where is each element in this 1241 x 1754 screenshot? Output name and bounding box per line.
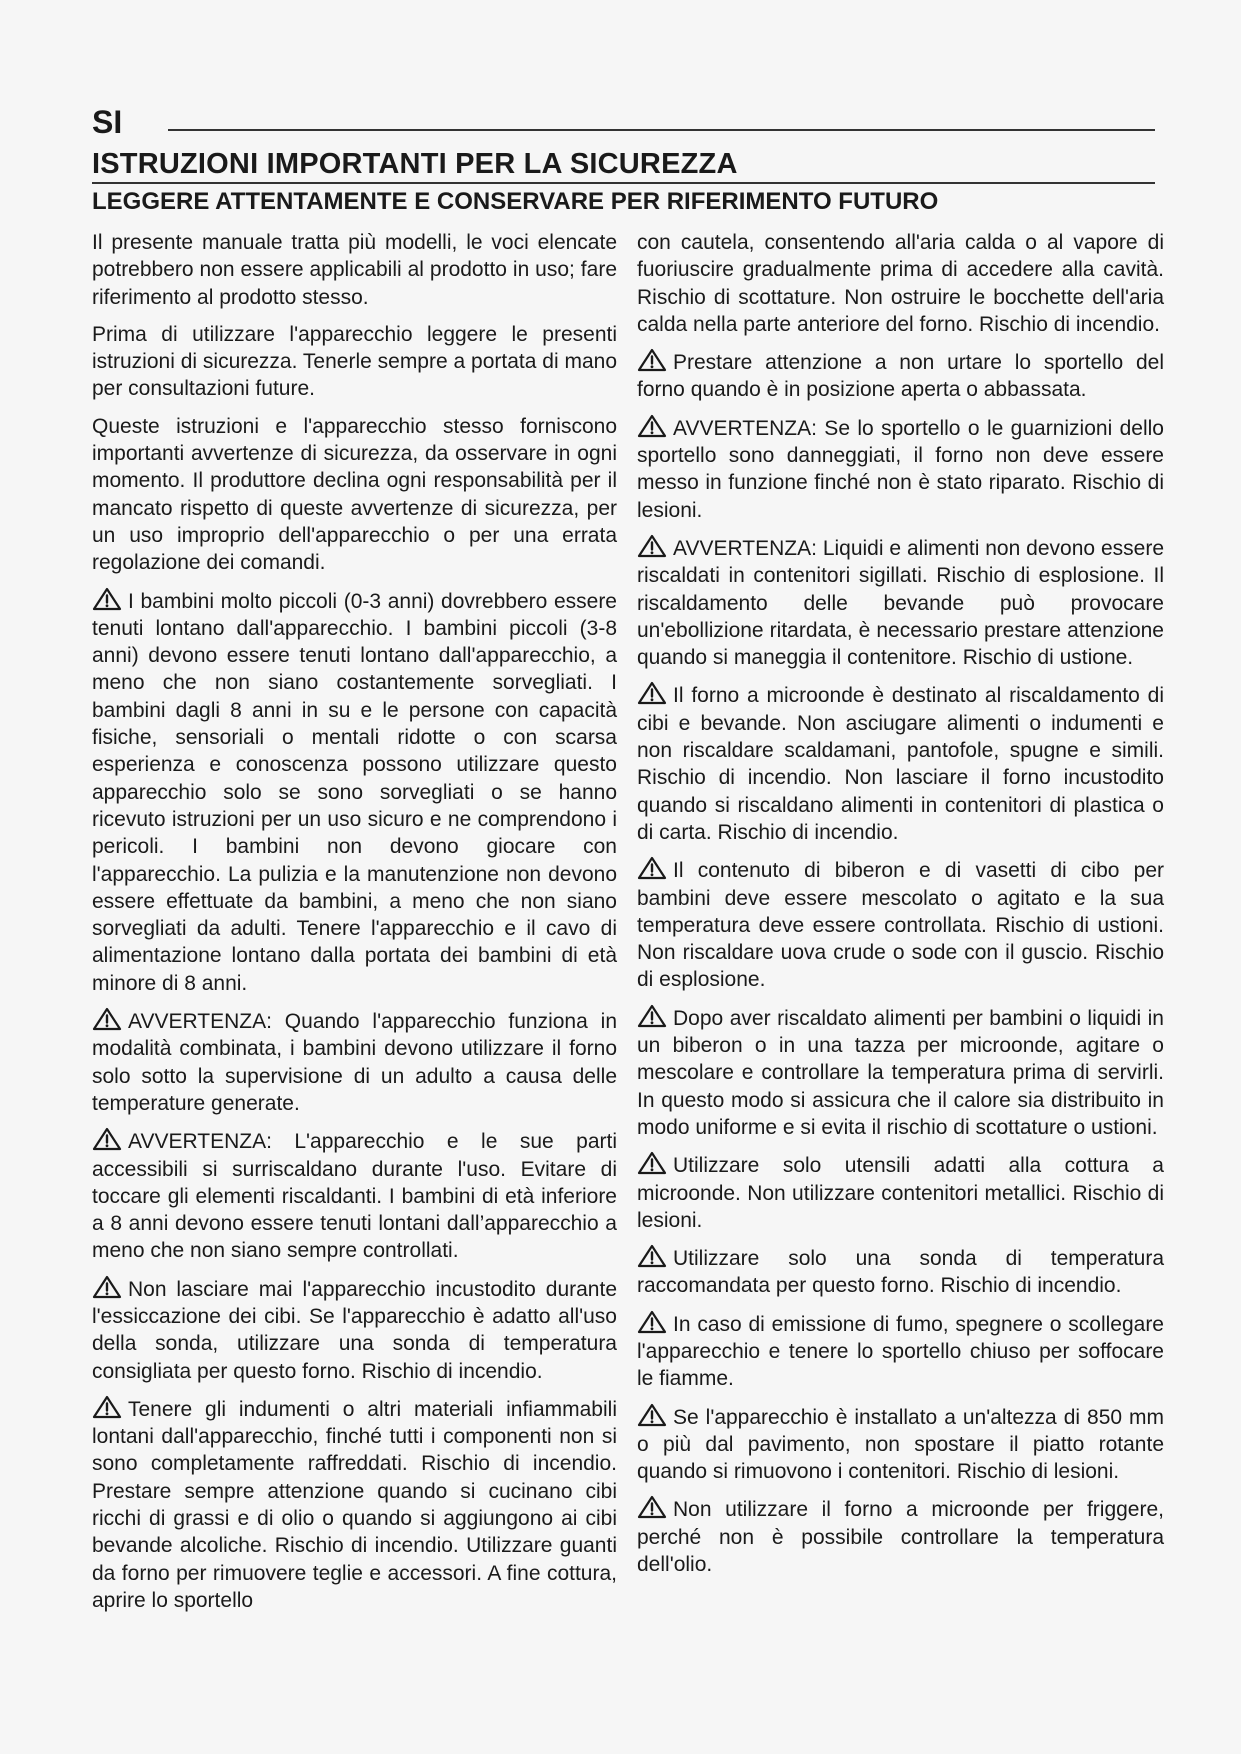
- paragraph-text: Prestare attenzione a non urtare lo sportello del forno quando è in posizione aperta o abbassata.: [637, 351, 1164, 402]
- paragraph: [637, 229, 1164, 338]
- paragraph-text: I bambini molto piccoli (0-3 anni) dovrebbero essere tenuti lontano dall'apparecchio. I bambini piccoli (3-8 anni) devono essere tenuti lontano dall'apparecchio, a meno che non siano costantemente sorvegliati. I bambini dagli 8 anni in su e le persone con capacità fisiche, sensoriali o mentali ridotte o con scarsa esperienza e conoscenza possono utilizzare questo apparecchio solo se sono sorvegliati o se hanno ricevuto istruzioni per un uso sicuro e ne comprendono i pericoli. I bambini non devono giocare con l'apparecchio. La pulizia e la manutenzione non devono essere effettuate da bambini, a meno che non siano sorvegliati da adulti. Tenere l'apparecchio e il cavo di alimentazione lontano dalla portata dei bambini di età minore di 8 anni.: [92, 589, 617, 995]
- paragraph-text: In caso di emissione di fumo, spegnere o scollegare l'apparecchio e tenere lo sportello chiuso per soffocare le fiamme.: [637, 1312, 1164, 1391]
- warning-paragraph: [92, 1007, 617, 1117]
- warning-triangle-icon: [637, 1403, 667, 1427]
- warning-paragraph: [92, 1395, 617, 1614]
- paragraph-text: Il presente manuale tratta più modelli, le voci elencate potrebbero non essere applicabili al prodotto in uso; fare riferimento al prodotto stesso.: [92, 231, 617, 309]
- warning-paragraph: [637, 414, 1164, 524]
- paragraph: [92, 229, 617, 311]
- paragraph-text: Il contenuto di biberon e di vasetti di cibo per bambini deve essere mescolato o agitato e la sua temperatura deve essere controllata. Rischio di ustioni. Non riscaldare uova crude o sode con il guscio. Rischio di esplosione.: [637, 859, 1164, 992]
- paragraph-text: Tenere gli indumenti o altri materiali infiammabili lontani dall'apparecchio, finché tutti i componenti non si sono completamente raffreddati. Rischio di incendio. Prestare sempre attenzione quando si cucinano cibi ricchi di grassi e di olio o quando si aggiungono ai cibi bevande alcoliche. Rischio di incendio. Utilizzare guanti da forno per rimuovere teglie e accessori. A fine cottura, aprire lo sportello: [92, 1397, 617, 1612]
- warning-paragraph: [637, 1151, 1164, 1234]
- warning-triangle-icon: [92, 1127, 122, 1151]
- warning-paragraph: [92, 1275, 617, 1385]
- warning-triangle-icon: [92, 1395, 122, 1419]
- warning-triangle-icon: [637, 1004, 667, 1028]
- paragraph-text: con cautela, consentendo all'aria calda o al vapore di fuoriuscire gradualmente prima di accedere alla cavità. Rischio di scottature. Non ostruire le bocchette dell'aria calda nella parte anteriore del forno. Rischio di incendio.: [637, 231, 1164, 336]
- paragraph-text: AVVERTENZA: Liquidi e alimenti non devono essere riscaldati in contenitori sigillati. Rischio di esplosione. Il riscaldamento delle bevande può provocare un'ebollizione ritardata, è necessario prestare attenzione quando si maneggia il contenitore. Rischio di ustione.: [637, 536, 1164, 670]
- warning-paragraph: [637, 1310, 1164, 1393]
- paragraph: [92, 413, 617, 577]
- right-column: [637, 229, 1164, 1588]
- warning-paragraph: [637, 534, 1164, 671]
- warning-paragraph: [637, 348, 1164, 404]
- warning-triangle-icon: [637, 348, 667, 372]
- language-code: SI: [92, 104, 123, 140]
- paragraph-text: Il forno a microonde è destinato al riscaldamento di cibi e bevande. Non asciugare alimenti o indumenti e non riscaldare scaldamani, pantofole, spugne e simili. Rischio di incendio. Non lasciare il forno incustodito quando si riscaldano alimenti in contenitori di plastica o di carta. Rischio di incendio.: [637, 684, 1164, 844]
- left-column: [92, 229, 617, 1624]
- paragraph-text: AVVERTENZA: L'apparecchio e le sue parti accessibili si surriscaldano durante l'uso. Evitare di toccare gli elementi riscaldanti. I bambini di età inferiore a 8 anni devono essere tenuti lontani dall’apparecchio a meno che non siano sempre controllati.: [92, 1130, 617, 1263]
- warning-paragraph: [637, 1495, 1164, 1578]
- title-divider: [92, 182, 1155, 184]
- warning-triangle-icon: [637, 856, 667, 880]
- warning-triangle-icon: [92, 1007, 122, 1031]
- paragraph-text: AVVERTENZA: Se lo sportello o le guarnizioni dello sportello sono danneggiati, il forno non deve essere messo in funzione finché non è stato riparato. Rischio di lesioni.: [637, 416, 1164, 522]
- warning-paragraph: [637, 1004, 1164, 1141]
- paragraph-text: Prima di utilizzare l'apparecchio leggere le presenti istruzioni di sicurezza. Tenerle sempre a portata di mano per consultazioni future.: [92, 322, 617, 401]
- page-title: ISTRUZIONI IMPORTANTI PER LA SICUREZZA: [92, 148, 738, 180]
- warning-triangle-icon: [637, 1244, 667, 1268]
- warning-paragraph: [92, 1127, 617, 1264]
- paragraph-text: Queste istruzioni e l'apparecchio stesso forniscono importanti avvertenze di sicurezza, da osservare in ogni momento. Il produttore declina ogni responsabilità per il mancato rispetto di queste avvertenze di sicurezza, per un uso improprio dell'apparecchio o per una errata regolazione dei comandi.: [92, 414, 617, 575]
- warning-paragraph: [637, 681, 1164, 846]
- warning-paragraph: [637, 856, 1164, 993]
- warning-paragraph: [637, 1403, 1164, 1486]
- paragraph-text: Se l'apparecchio è installato a un'altezza di 850 mm o più dal pavimento, non spostare il piatto rotante quando si rimuovono i contenitori. Rischio di lesioni.: [637, 1405, 1164, 1484]
- warning-triangle-icon: [92, 1275, 122, 1299]
- warning-paragraph: [92, 587, 617, 997]
- warning-triangle-icon: [92, 587, 122, 611]
- warning-triangle-icon: [637, 1310, 667, 1334]
- paragraph-text: Non utilizzare il forno a microonde per friggere, perché non è possibile controllare la temperatura dell'olio.: [637, 1498, 1164, 1577]
- warning-triangle-icon: [637, 414, 667, 438]
- warning-triangle-icon: [637, 1151, 667, 1175]
- header-divider: [168, 129, 1155, 131]
- paragraph-text: Utilizzare solo utensili adatti alla cottura a microonde. Non utilizzare contenitori metallici. Rischio di lesioni.: [637, 1154, 1164, 1232]
- warning-triangle-icon: [637, 681, 667, 705]
- paragraph-text: AVVERTENZA: Quando l'apparecchio funziona in modalità combinata, i bambini devono utilizzare il forno solo sotto la supervisione di un adulto a causa delle temperature generate.: [92, 1010, 617, 1115]
- warning-paragraph: [637, 1244, 1164, 1300]
- paragraph: [92, 321, 617, 403]
- paragraph-text: Non lasciare mai l'apparecchio incustodito durante l'essiccazione dei cibi. Se l'apparecchio è adatto all'uso della sonda, utilizzare una sonda di temperatura consigliata per questo forno. Rischio di incendio.: [92, 1277, 617, 1383]
- warning-triangle-icon: [637, 1495, 667, 1519]
- paragraph-text: Dopo aver riscaldato alimenti per bambini o liquidi in un biberon o in una tazza per microonde, agitare o mescolare e controllare la temperatura prima di servirli. In questo modo si assicura che il calore sia distribuito in modo uniforme e si evita il rischio di scottature o ustioni.: [637, 1006, 1164, 1139]
- paragraph-text: Utilizzare solo una sonda di temperatura raccomandata per questo forno. Rischio di incendio.: [637, 1247, 1164, 1298]
- warning-triangle-icon: [637, 534, 667, 558]
- page-subtitle: LEGGERE ATTENTAMENTE E CONSERVARE PER RIFERIMENTO FUTURO: [92, 188, 939, 215]
